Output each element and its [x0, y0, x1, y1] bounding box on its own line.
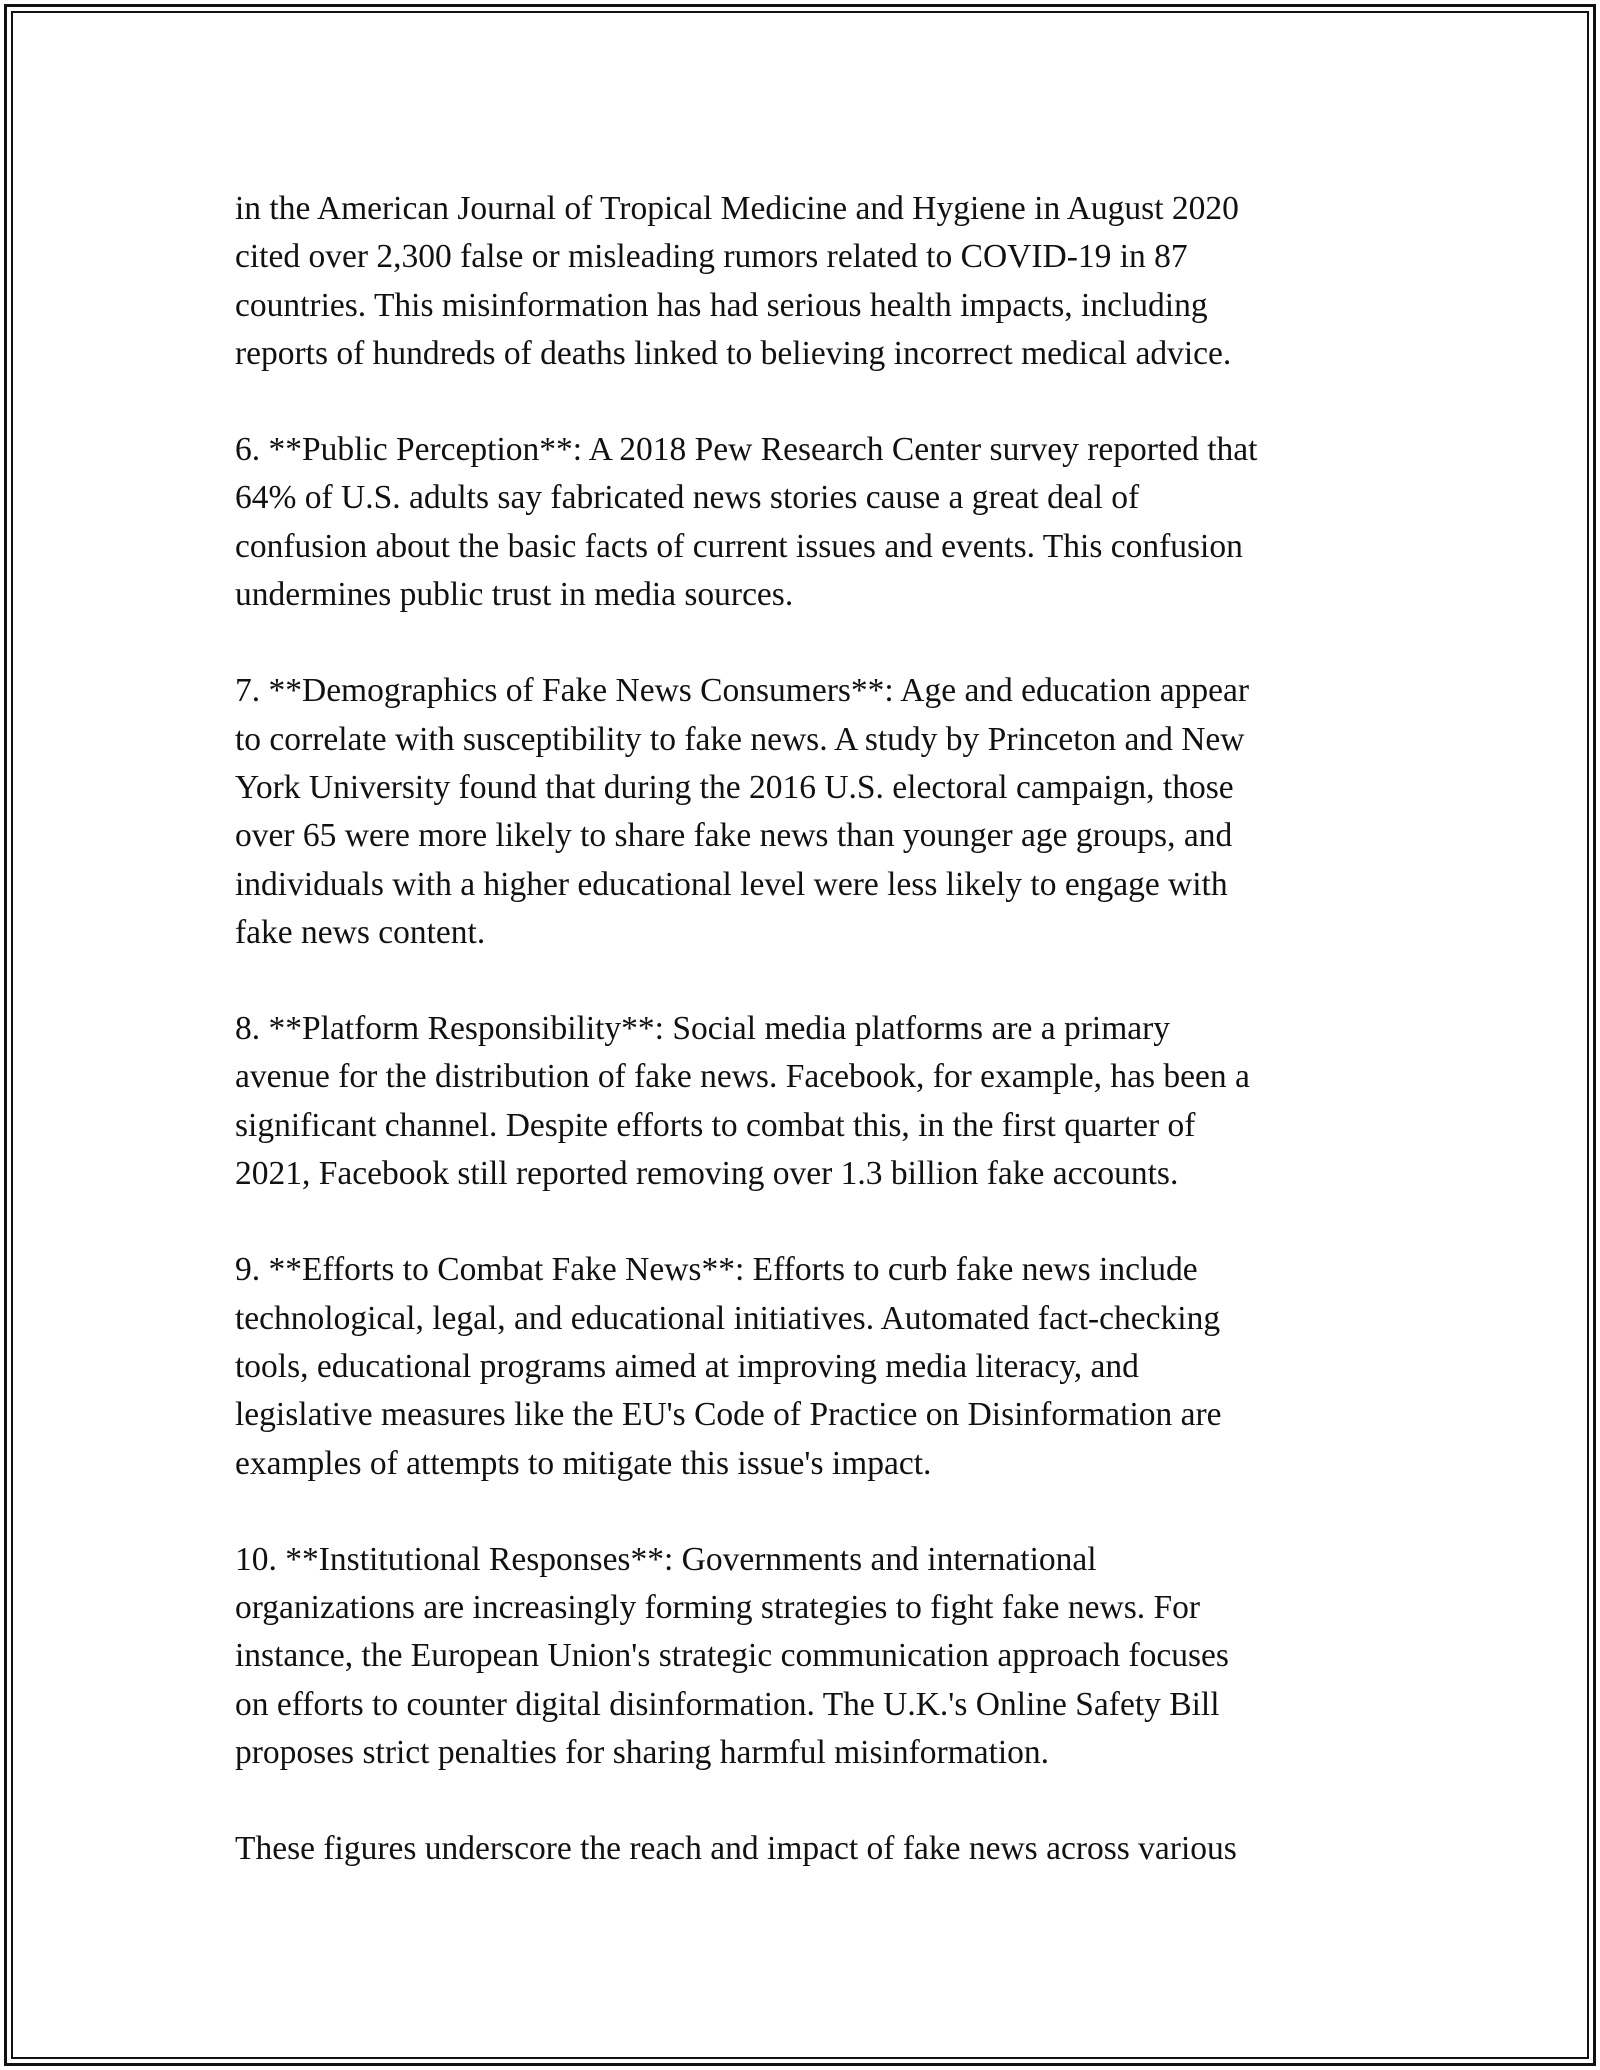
text-line: significant channel. Despite efforts to combat this, in the first quarter of [235, 1106, 1196, 1144]
text-line: legislative measures like the EU's Code of Practice on Disinformation are [235, 1396, 1222, 1434]
text-line: These figures underscore the reach and impact of fake news across various [235, 1830, 1237, 1868]
text-line: 9. **Efforts to Combat Fake News**: Efforts to curb fake news include [235, 1251, 1198, 1289]
text-line: undermines public trust in media sources. [235, 576, 794, 614]
text-line: over 65 were more likely to share fake news than younger age groups, and [235, 817, 1233, 855]
text-line: 64% of U.S. adults say fabricated news stories cause a great deal of [235, 479, 1140, 517]
paragraph-demographics [235, 667, 1405, 957]
text-line: 7. **Demographics of Fake News Consumers**: Age and education appear [235, 672, 1250, 710]
text-line: York University found that during the 2016 U.S. electoral campaign, those [235, 768, 1234, 806]
paragraph-institutional-responses [235, 1536, 1405, 1777]
text-line: confusion about the basic facts of current issues and events. This confusion [235, 527, 1243, 565]
text-line: instance, the European Union's strategic communication approach focuses [235, 1637, 1229, 1675]
text-line: proposes strict penalties for sharing harmful misinformation. [235, 1734, 1050, 1772]
text-line: cited over 2,300 false or misleading rumors related to COVID-19 in 87 [235, 238, 1188, 276]
text-line: to correlate with susceptibility to fake news. A study by Princeton and New [235, 720, 1245, 758]
text-line: on efforts to counter digital disinformation. The U.K.'s Online Safety Bill [235, 1685, 1220, 1723]
paragraph-conclusion [235, 1825, 1405, 1873]
document-body [235, 185, 1405, 1922]
text-line: individuals with a higher educational level were less likely to engage with [235, 865, 1228, 903]
text-line: reports of hundreds of deaths linked to believing incorrect medical advice. [235, 334, 1232, 372]
text-line: organizations are increasingly forming strategies to fight fake news. For [235, 1589, 1201, 1627]
text-line: 8. **Platform Responsibility**: Social media platforms are a primary [235, 1010, 1171, 1048]
paragraph-public-perception [235, 426, 1405, 619]
text-line: countries. This misinformation has had serious health impacts, including [235, 286, 1208, 324]
paragraph-covid-rumors [235, 185, 1405, 378]
text-line: fake news content. [235, 913, 486, 951]
text-line: in the American Journal of Tropical Medicine and Hygiene in August 2020 [235, 190, 1239, 227]
text-line: tools, educational programs aimed at improving media literacy, and [235, 1347, 1139, 1385]
paragraph-platform-responsibility [235, 1005, 1405, 1198]
text-line: 6. **Public Perception**: A 2018 Pew Research Center survey reported that [235, 431, 1258, 469]
paragraph-efforts-to-combat [235, 1246, 1405, 1487]
text-line: 2021, Facebook still reported removing over 1.3 billion fake accounts. [235, 1155, 1179, 1193]
text-line: avenue for the distribution of fake news. Facebook, for example, has been a [235, 1058, 1250, 1096]
text-line: technological, legal, and educational initiatives. Automated fact-checking [235, 1299, 1221, 1337]
text-line: examples of attempts to mitigate this issue's impact. [235, 1444, 932, 1482]
text-line: 10. **Institutional Responses**: Governments and international [235, 1540, 1097, 1578]
